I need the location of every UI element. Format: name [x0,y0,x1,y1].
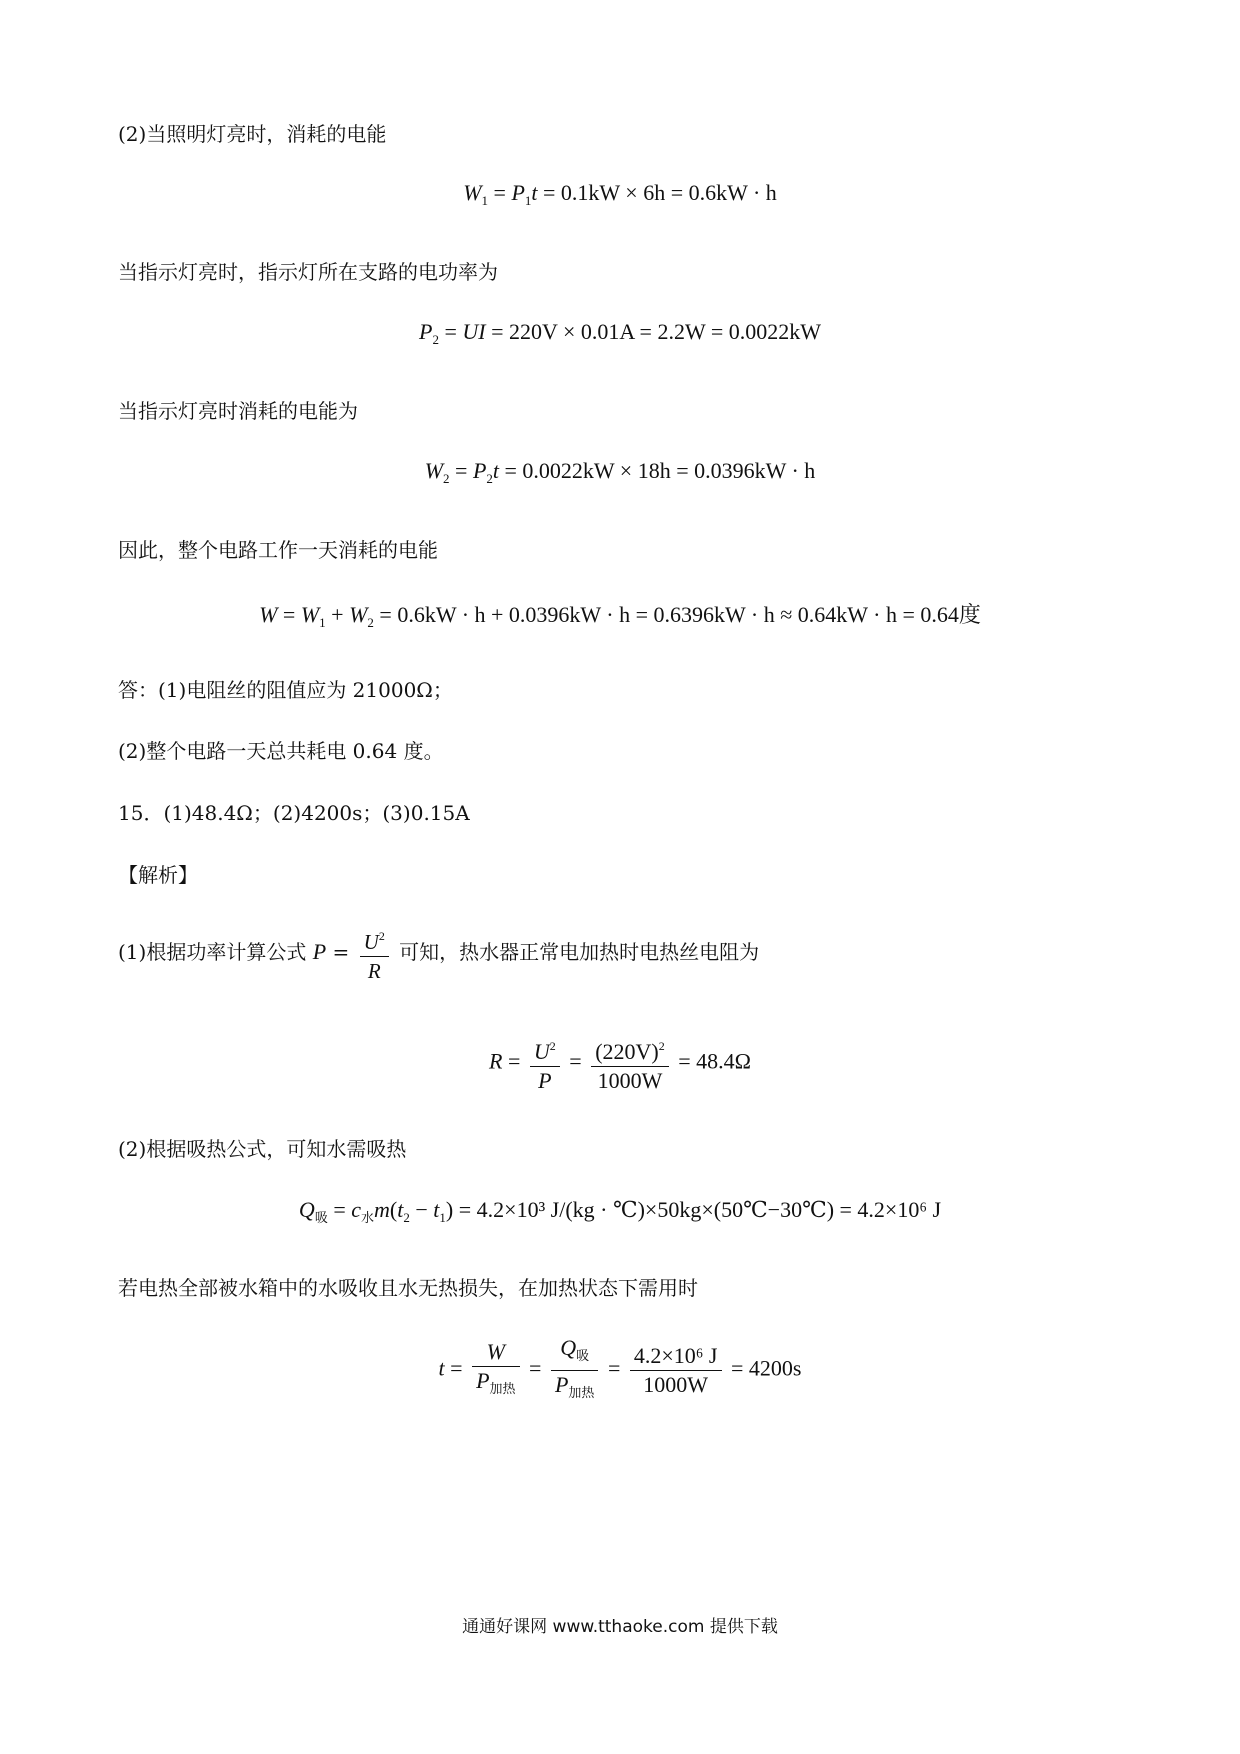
analysis-heading: 【解析】 [118,863,198,887]
question-15-answers: 15．(1)48.4Ω；(2)4200s；(3)0.15A [118,801,470,825]
text-line-with-formula: (1)根据功率计算公式 P = $\frac{U^2}{R}$ 可知，热水器正常电加热时电热丝电阻为 [118,922,759,985]
equation-time: t = $\frac{W}{P_{加热}}$ = $\frac{Q_吸}{P_{加热}}$ = $\frac{\text{4.2×10⁶ J}}{1000W}$ = 4200s [438,1335,802,1400]
text-line: 若电热全部被水箱中的水吸收且水无热损失，在加热状态下需用时 [118,1276,698,1300]
equation-p2: $P_2$ = UI = 220V × 0.01A = 2.2W = 0.0022kW [418,319,822,347]
equation-w1: $W_1 = P_1t = 0.1kW \times 6h = 0.6kW \cdot h$ [463,180,777,208]
text-line: 当指示灯亮时，指示灯所在支路的电功率为 [118,260,498,284]
text-line: (2)当照明灯亮时，消耗的电能 [118,122,387,146]
text-line: 当指示灯亮时消耗的电能为 [118,399,358,423]
footer-source: 通通好课网 www.tthaoke.com 提供下载 [462,1617,778,1637]
text-line: 因此，整个电路工作一天消耗的电能 [118,538,438,562]
equation-w2: $W_2 = P_2t = 0.0022kW \times 18h = 0.0396kW \cdot h$ [424,458,816,486]
text-line: (2)根据吸热公式，可知水需吸热 [118,1137,407,1161]
equation-heat-absorbed: $Q_吸 = c_水m(t_2 - t_1) = 4.2\times 10^3$ J/(kg · ℃)×50kg×(50℃−30℃) = 4.2×10⁶ J [298,1197,942,1225]
equation-w-total: $W = W_1 + W_2 = 0.6kW \cdot h + 0.0396kW \cdot h = 0.6396kW \cdot h \approx 0.64kW \cdot h = 0.64$度 [259,602,981,630]
answer-line: (2)整个电路一天总共耗电 0.64 度。 [118,739,444,763]
answer-line: 答：(1)电阻丝的阻值应为 21000Ω； [118,678,453,702]
equation-resistance: R = $\frac{U^2}{P}$ = $\frac{(220V)^2}{1000W}$ = 48.4Ω [0,1032,1240,1095]
